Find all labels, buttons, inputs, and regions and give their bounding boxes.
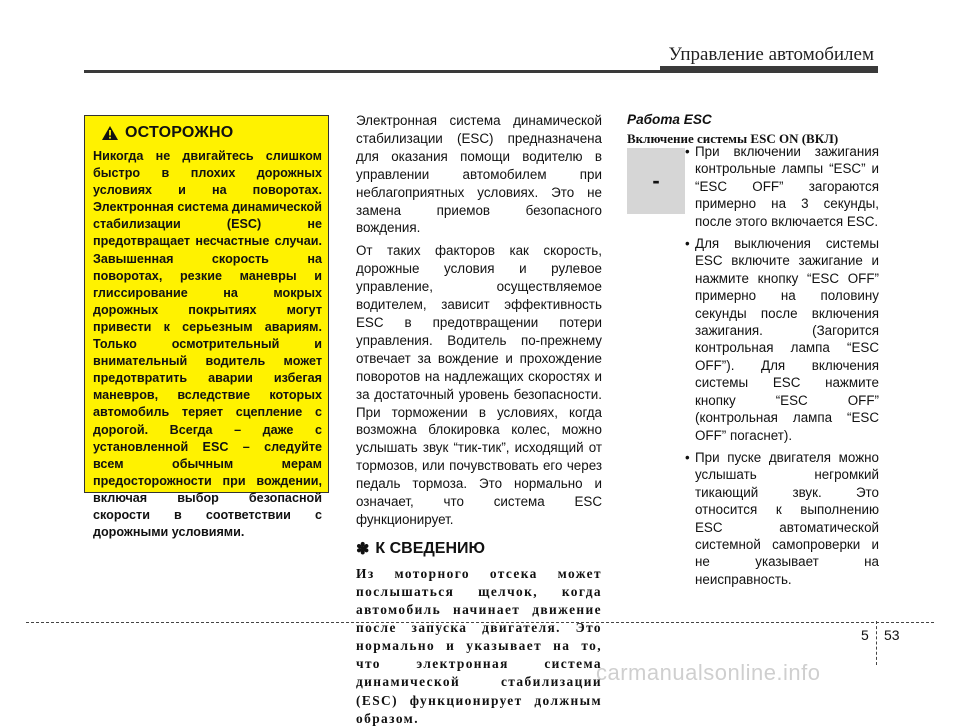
list-item	[679, 449, 879, 588]
info-title: К СВЕДЕНИЮ	[375, 539, 486, 557]
info-heading	[356, 539, 602, 559]
chapter-number: 5	[861, 627, 869, 643]
bullet-icon: •	[685, 449, 690, 465]
page-number: 53	[884, 627, 900, 643]
warning-heading	[101, 124, 322, 142]
page-header-title: Управление автомобилем	[668, 44, 874, 65]
section-subtitle: Включение системы ESC ON (ВКЛ)	[627, 131, 839, 146]
bullet-list	[679, 143, 879, 593]
warning-text: Никогда не двигайтесь слишком быстро в плохих дорожных условиях и на поворотах. Электронная система динамической стабилизации (ESC) не предотвращает несчастные случаи. Завышенная скорость на поворотах, резкие маневры и глиссирование на мокрых дорожных покрытиях могут привести к серьезным авариям. Только осмотрительный и внимательный водитель может предотвратить аварии избегая маневров, вследствие которых автомобиль теряет сцепление с дорогой. Всегда – даже с установленной ESC – следуйте всем обычным мерам предосторожности при вождении, включая выбор безопасной скорости в соответствии с дорожными условиями.	[93, 149, 322, 540]
info-text: Из моторного отсека может послышаться щелчок, когда автомобиль начинает движение после запуска двигателя. Это нормально и указывает на то, что электронная система динамической стабилизации (ESC) функционирует должным образом.	[356, 565, 602, 726]
info-star-icon: ✽	[356, 540, 370, 558]
header-rule-accent	[660, 66, 878, 73]
watermark: carmanualsonline.info	[596, 660, 821, 685]
list-item-text: При пуске двигателя можно услышать негромкий тикающий звук. Это относится к выполнению ESC автоматической системной самопроверки и не указывает на неисправность.	[695, 449, 879, 587]
esc-intro-paragraph: Электронная система динамической стабилизации (ESC) предназначена для оказания помощи водителю в управлении автомобилем при неблагоприятных условиях. Это не замена приемов безопасного вождения.	[356, 113, 602, 236]
bullet-icon: •	[685, 236, 690, 252]
list-item-text: При включении зажигания контрольные лампы “ESC” и “ESC OFF” загораются примерно на 3 секунды, после этого включается ESC.	[695, 144, 879, 229]
illustration-placeholder	[627, 148, 685, 214]
page-number-separator	[876, 621, 877, 665]
warning-triangle-icon	[101, 125, 119, 141]
warning-box	[84, 115, 329, 540]
section-title: Работа ESC	[627, 112, 712, 127]
illustration-label: -	[652, 168, 660, 193]
footer-dashed-rule	[26, 622, 934, 623]
list-item	[679, 143, 879, 230]
list-item	[679, 235, 879, 444]
esc-factors-paragraph: От таких факторов как скорость, дорожные условия и рулевое управление, осуществляемое водителем, зависит эффективность ESC в предотвращении потери управления. Водитель по-прежнему отвечает за вождение и прохождение поворотов на надлежащих скоростях и за достаточный уровень безопасности. При торможении в условиях, когда возможна блокировка колес, можно услышать звук “тик-тик”, исходящий от тормозов, или почувствовать его через педаль тормоза. Это нормально и означает, что система ESC функционирует.	[356, 243, 602, 527]
right-column	[627, 112, 879, 587]
warning-title: ОСТОРОЖНО	[125, 124, 234, 141]
list-item-text: Для выключения системы ESC включите зажигание и нажмите кнопку “ESC OFF” примерно на половину секунды после включения зажигания. (Загорится контрольная лампа “ESC OFF”). Для включения системы ESC нажмите кнопку “ESC OFF” (контрольная лампа “ESC OFF” погаснет).	[695, 236, 879, 443]
bullet-icon: •	[685, 144, 690, 159]
middle-column	[356, 112, 602, 728]
